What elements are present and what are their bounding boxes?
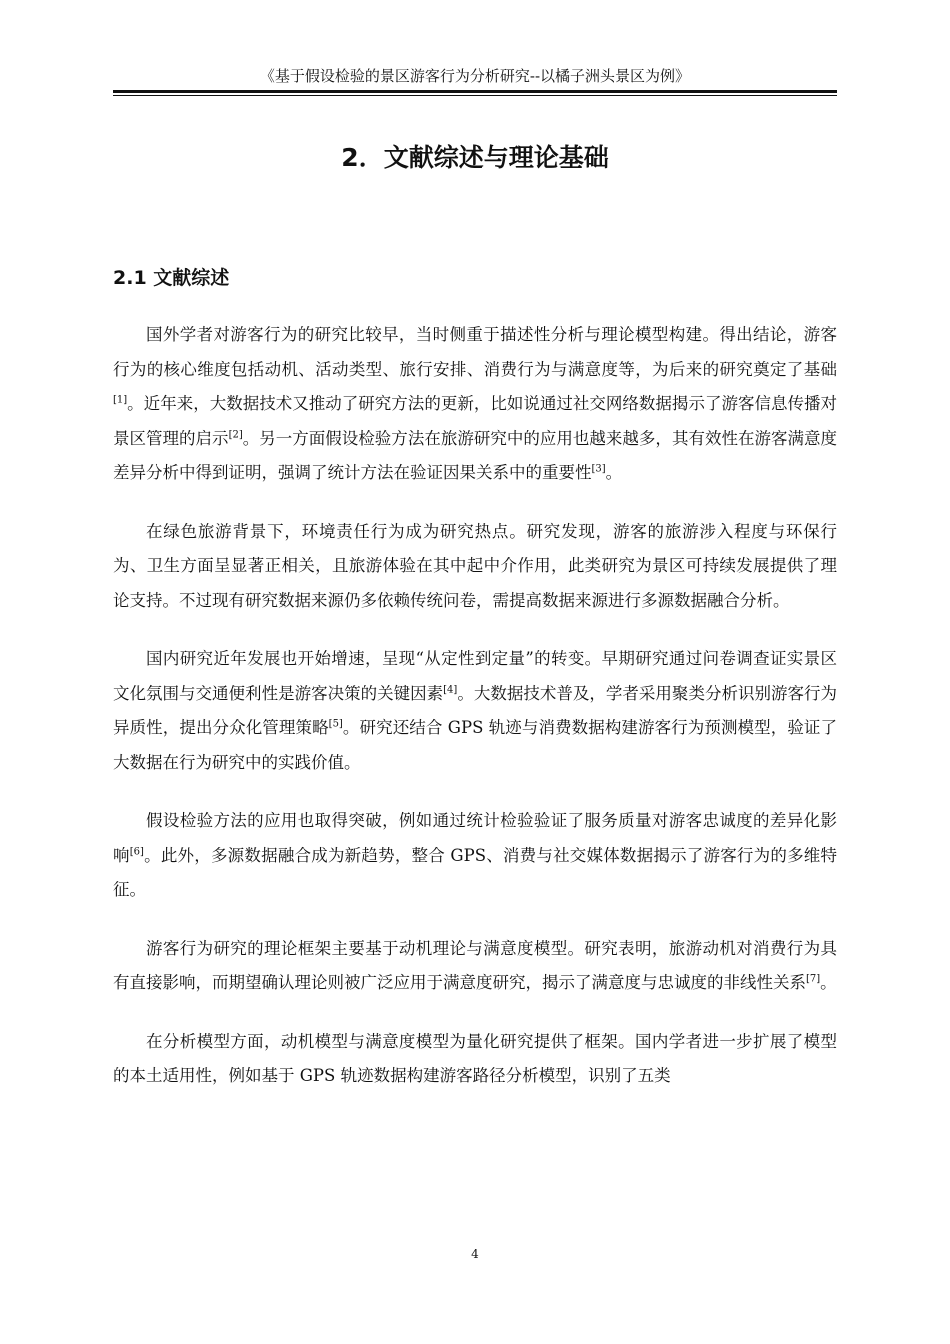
paragraph-4	[113, 804, 837, 908]
paragraph-text: 。	[820, 973, 837, 992]
paragraph-text: 假设检验方法的应用也取得突破，例如通过统计检验验证了服务质量对游客忠诚度的差异化影响	[113, 811, 837, 865]
chapter-title: 2．文献综述与理论基础	[341, 143, 609, 172]
header-rule-thick	[113, 90, 837, 93]
paragraph-text: 。另一方面假设检验方法在旅游研究中的应用也越来越多，其有效性在游客满意度差异分析中得到证明，强调了统计方法在验证因果关系中的重要性	[113, 428, 838, 482]
citation: [1]	[113, 394, 128, 406]
section-title: 2.1 文献综述	[113, 267, 230, 289]
running-header: 《基于假设检验的景区游客行为分析研究--以橘子洲头景区为例》	[259, 67, 691, 85]
paragraph-5	[113, 932, 837, 1001]
paragraph-text: 。近年来，大数据技术又推动了研究方法的更新，比如说通过社交网络数据揭示了游客信息传播对景区管理的启示	[113, 394, 837, 448]
paragraph-text: 游客行为研究的理论框架主要基于动机理论与满意度模型。研究表明，旅游动机对消费行为具有直接影响，而期望确认理论则被广泛应用于满意度研究，揭示了满意度与忠诚度的非线性关系	[113, 938, 837, 992]
paragraph-6	[113, 1025, 837, 1094]
paragraph-3	[113, 642, 837, 780]
paragraph-text: 国外学者对游客行为的研究比较早，当时侧重于描述性分析与理论模型构建。得出结论，游客行为的核心维度包括动机、活动类型、旅行安排、消费行为与满意度等，为后来的研究奠定了基础	[113, 325, 837, 379]
paragraph-2	[113, 515, 837, 619]
paragraph-text: 在分析模型方面，动机模型与满意度模型为量化研究提供了框架。国内学者进一步扩展了模型的本土适用性，例如基于 GPS 轨迹数据构建游客路径分析模型，识别了五类	[113, 1031, 837, 1085]
paragraph-text: 。此外，多源数据融合成为新趋势，整合 GPS、消费与社交媒体数据揭示了游客行为的多维特征。	[113, 845, 837, 899]
paragraph-text: 。大数据技术普及，学者采用聚类分析识别游客行为异质性，提出分众化管理策略	[113, 683, 838, 737]
paragraph-text: 国内研究近年发展也开始增速，呈现“从定性到定量”的转变。早期研究通过问卷调查证实景区文化氛围与交通便利性是游客决策的关键因素	[113, 649, 837, 703]
citation: [3]	[591, 463, 606, 475]
paragraph-text: 。	[605, 463, 623, 482]
body-text	[113, 318, 837, 1118]
citation: [2]	[228, 429, 243, 440]
citation: [5]	[328, 718, 343, 730]
paragraph-text: 。研究还结合 GPS 轨迹与消费数据构建游客行为预测模型，验证了大数据在行为研究中的实践价值。	[113, 718, 838, 772]
page-number: 4	[471, 1247, 479, 1261]
citation: [6]	[129, 846, 144, 857]
citation: [7]	[806, 973, 821, 985]
paragraph-text: 在绿色旅游背景下，环境责任行为成为研究热点。研究发现，游客的旅游涉入程度与环保行为、卫生方面呈显著正相关，且旅游体验在其中起中介作用，此类研究为景区可持续发展提供了理论支持。不过现有研究数据来源仍多依赖传统问卷，需提高数据来源进行多源数据融合分析。	[113, 521, 837, 610]
citation: [4]	[443, 684, 458, 695]
header-rule-thin	[113, 95, 837, 96]
paragraph-1	[113, 318, 837, 491]
